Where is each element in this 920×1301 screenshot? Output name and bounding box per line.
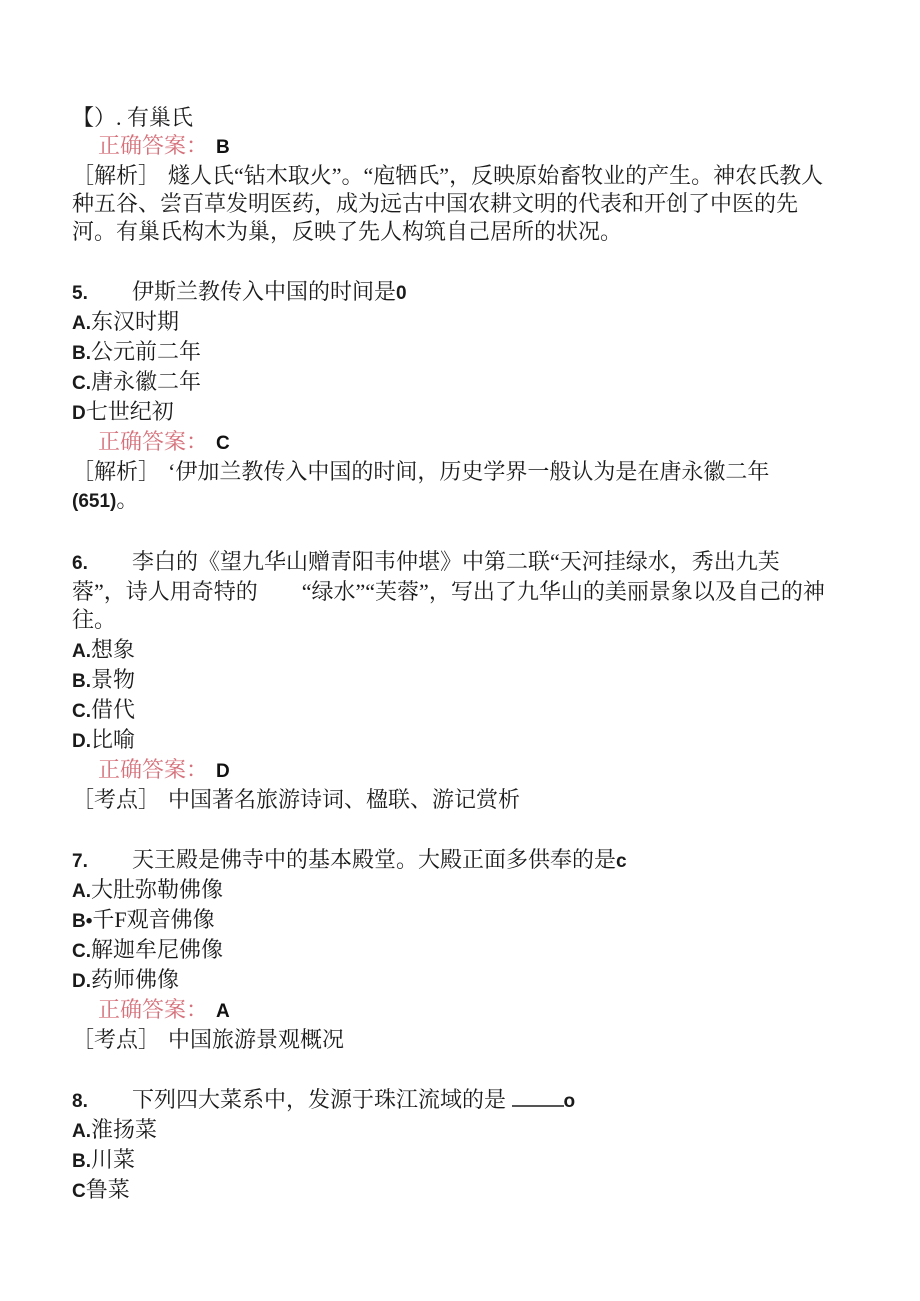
question-stem-tail: 0	[396, 283, 407, 304]
analysis-label: ［解析］	[72, 163, 161, 188]
correct-answer-label: 正确答案：	[98, 997, 209, 1022]
question-stem: 伊斯兰教传入中国的时间是	[132, 279, 397, 304]
exam-point-label: ［考点］	[72, 787, 161, 812]
option-line	[72, 1116, 832, 1146]
option-letter: C.	[72, 701, 91, 722]
question-stem-line	[72, 846, 832, 876]
option-text: 【）. 有巢氏	[72, 105, 194, 130]
question-stem: 天王殿是佛寺中的基本殿堂。大殿正面多供奉的是	[132, 847, 617, 872]
option-letter: D	[72, 403, 86, 424]
question-stem: 下列四大菜系中，发源于珠江流域的是	[132, 1087, 512, 1112]
option-letter: D.	[72, 731, 91, 752]
question-number: 5.	[72, 283, 88, 304]
option-text: 大肚弥勒佛像	[91, 877, 224, 902]
option-letter: B.	[72, 671, 91, 692]
option-line	[72, 308, 832, 338]
option-text: 千F观音佛像	[92, 907, 215, 932]
exam-point-label: ［考点］	[72, 1027, 161, 1052]
option-letter: A.	[72, 1121, 91, 1142]
question-4-fragment	[72, 104, 832, 246]
correct-answer-line	[98, 428, 832, 458]
analysis-text: 燧人氏“钻木取火”。“庖牺氏”，反映原始畜牧业的产生。神农氏教人种五谷、尝百草发明医药，成为远古中国农耕文明的代表和开创了中医的先河。有巢氏构木为巢，反映了先人构筑自己居所的状况。	[72, 163, 824, 244]
option-line	[72, 368, 832, 398]
option-line	[72, 696, 832, 726]
option-text: 公元前二年	[91, 339, 202, 364]
question-stem-tail: o	[563, 1091, 576, 1112]
option-letter: C	[72, 1181, 86, 1202]
option-letter: D.	[72, 971, 91, 992]
option-line	[72, 666, 832, 696]
question-block-6	[72, 548, 832, 814]
option-text: 想象	[91, 637, 136, 662]
fill-in-blank	[512, 1091, 564, 1107]
exam-point-text: 中国旅游景观概况	[168, 1027, 345, 1052]
option-text: 鲁菜	[85, 1177, 130, 1202]
option-letter: A.	[72, 881, 91, 902]
question-number: 8.	[72, 1091, 88, 1112]
option-text: 七世纪初	[85, 399, 174, 424]
correct-answer-label: 正确答案：	[98, 429, 209, 454]
analysis-text: ‘伊加兰教传入中国的时间，历史学界一般认为是在唐永徽二年	[168, 459, 770, 484]
option-line	[72, 636, 832, 666]
question-number: 7.	[72, 851, 88, 872]
correct-answer-line	[98, 756, 832, 786]
option-line	[72, 398, 832, 428]
option-letter: A.	[72, 641, 91, 662]
option-line	[72, 876, 832, 906]
option-line	[72, 338, 832, 368]
question-block-5	[72, 278, 832, 516]
correct-answer-value: C	[216, 433, 230, 454]
option-letter: B•	[72, 911, 93, 932]
correct-answer-label: 正确答案：	[98, 757, 209, 782]
option-text: 东汉时期	[91, 309, 180, 334]
option-line	[72, 906, 832, 936]
analysis-line	[72, 458, 832, 516]
option-text: 药师佛像	[91, 967, 180, 992]
option-letter: A.	[72, 313, 91, 334]
option-line	[72, 966, 832, 996]
correct-answer-label: 正确答案：	[98, 133, 209, 158]
correct-answer-value: D	[216, 761, 230, 782]
option-letter: C.	[72, 941, 91, 962]
exam-point-line	[72, 786, 832, 814]
option-line	[72, 936, 832, 966]
option-text: 解迦牟尼佛像	[91, 937, 224, 962]
exam-point-line	[72, 1026, 832, 1054]
question-stem-tail: c	[616, 851, 627, 872]
option-line	[72, 1176, 832, 1206]
option-line	[72, 1146, 832, 1176]
option-text: 借代	[91, 697, 136, 722]
option-text: 淮扬菜	[91, 1117, 158, 1142]
exam-point-text: 中国著名旅游诗词、楹联、游记赏析	[168, 787, 521, 812]
analysis-line	[72, 162, 832, 246]
option-letter: B.	[72, 1151, 91, 1172]
analysis-label: ［解析］	[72, 459, 161, 484]
option-line	[72, 726, 832, 756]
correct-answer-line	[98, 996, 832, 1026]
question-block-8	[72, 1086, 832, 1206]
correct-answer-value: B	[216, 137, 230, 158]
question-block-7	[72, 846, 832, 1054]
question-number: 6.	[72, 553, 88, 574]
analysis-text-bold: (651)	[72, 491, 117, 512]
correct-answer-line	[98, 132, 832, 162]
option-text: 唐永徽二年	[91, 369, 202, 394]
option-text: 景物	[91, 667, 136, 692]
option-text: 川菜	[91, 1147, 136, 1172]
analysis-text-end: 。	[116, 487, 139, 512]
option-letter: B.	[72, 343, 91, 364]
option-line	[72, 104, 832, 132]
question-stem-line	[72, 1086, 832, 1116]
correct-answer-value: A	[216, 1001, 230, 1022]
question-stem-line	[72, 548, 832, 636]
question-stem-line	[72, 278, 832, 308]
option-letter: C.	[72, 373, 91, 394]
question-stem: 李白的《望九华山赠青阳韦仲堪》中第二联“天河挂绿水，秀出九芙蓉”，诗人用奇特的 “绿水”“芙蓉”，写出了九华山的美丽景象以及自己的神往。	[72, 549, 825, 632]
option-text: 比喻	[91, 727, 136, 752]
